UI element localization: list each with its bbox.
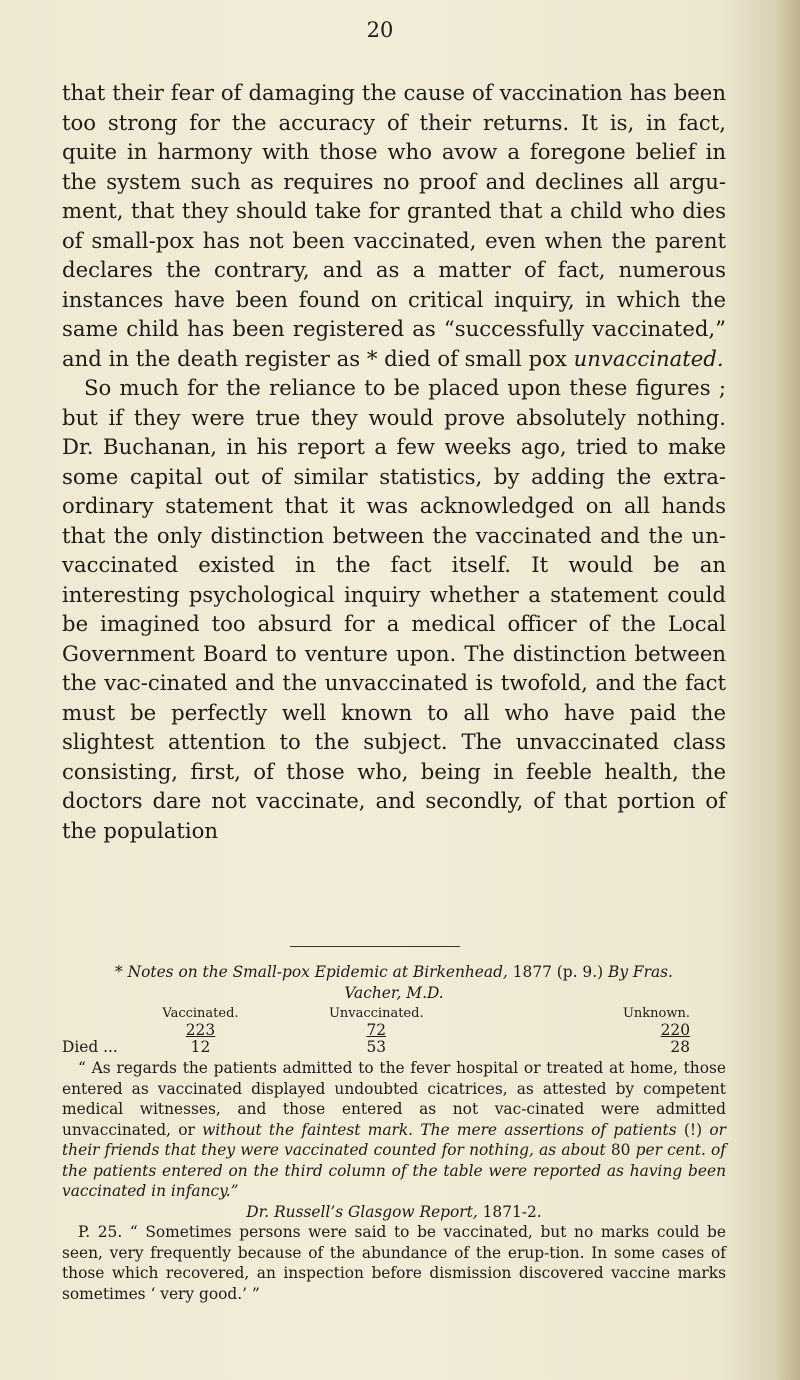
footnote-quote [62, 1058, 726, 1202]
citation-year: 1871-2. [482, 1202, 542, 1221]
quote-italic: without the faintest mark. The mere assertions of patients [202, 1120, 677, 1139]
table-header-cell: Unknown. [622, 1006, 690, 1021]
table-header-row [62, 1005, 726, 1022]
quote-italic: per cent. of the patients entered on the third column of the table were reported as having been vaccinated in infancy.” [62, 1141, 726, 1200]
paragraph-1-text: that their fear of damaging the cause of vaccination has been too strong for the accuracy of their returns. It is, in fact, quite in harmony with those who avow a foregone belief in the system such as requires no proof and declines all argu-ment, that they should take for granted that a child who dies of small-pox has not been vaccinated, even when the parent declares the contrary, and as a matter of fact, numerous instances have been found on critical inquiry, in which the same child has been registered as “successfully vaccinated,” and in the death register as * died of small pox [62, 80, 726, 371]
paragraph-1-italic: unvaccinated. [573, 345, 724, 371]
paragraph-2: So much for the reliance to be placed upon these figures ; but if they were true they would prove absolutely nothing. Dr. Buchanan, in his report a few weeks ago, tried to make some capital out of similar statistics, by adding the extra-ordinary statement that it was acknowledged on all hands that the only distinction between the vaccinated and the un-vaccinated existed in the fact itself. It would be an interesting psychological inquiry whether a statement could be imagined too absurd for a medical officer of the Local Government Board to venture upon. The distinction between the vac-cinated and the unvaccinated is twofold, and the fact must be perfectly well known to all who have paid the slightest attention to the subject. The unvaccinated class consisting, first, of those who, being in feeble health, the doctors dare not vaccinate, and secondly, of that portion of the population [62, 375, 726, 843]
table-cell: 72 [366, 1021, 387, 1039]
died-dots: ... [103, 1038, 118, 1056]
died-label: Died [62, 1038, 99, 1056]
table-header-cell: Vaccinated. [162, 1006, 239, 1021]
footnote-heading [62, 962, 726, 1003]
quote-italic: or their friends that they were vaccinated counted for nothing, as about [62, 1120, 726, 1159]
footnote-heading-author: By Fras. [608, 963, 673, 981]
table-cell: 12 [190, 1038, 211, 1056]
vaccination-table [62, 1005, 726, 1056]
table-header-cell: Unvaccinated. [328, 1006, 424, 1021]
table-row [62, 1022, 726, 1039]
footnote [62, 962, 726, 1304]
footnote-heading-title: Notes on the Small-pox Epidemic at Birkenhead, [127, 963, 508, 981]
footnote-citation [62, 1202, 726, 1223]
table-cell: 223 [185, 1021, 216, 1039]
table-cell: 53 [366, 1038, 387, 1056]
citation-title: Dr. Russell’s Glasgow Report, [246, 1202, 478, 1221]
footnote-heading-author-name: Vacher, M.D. [344, 983, 444, 1002]
table-row-label [62, 1039, 129, 1056]
footnote-marker: * [115, 963, 123, 981]
table-row [62, 1039, 726, 1056]
footnote-page-25: P. 25. “ Sometimes persons were said to be vaccinated, but no marks could be seen, very frequently because of the abundance of the erup-tion. In some cases of those which recovered, an inspection before dismission discovered vaccine marks sometimes ‘ very good.’ ” [62, 1223, 726, 1303]
quote-text: 80 [610, 1141, 631, 1159]
body-text [62, 78, 726, 845]
paragraph-1 [62, 78, 726, 373]
table-cell: 220 [660, 1021, 690, 1039]
table-cell: 28 [670, 1038, 690, 1056]
footnote-heading-year: 1877 (p. 9.) [512, 963, 604, 981]
footnote-rule [290, 946, 460, 947]
quote-text: “ As regards the patients admitted to the fever hospital or treated at home, those entered as vaccinated displayed undoubted cicatrices, as attested by competent medical witnesses, and those entered as not vac-cinated were admitted unvaccinated, or [62, 1059, 726, 1139]
quote-text: (!) [683, 1120, 703, 1139]
page-edge-shadow [778, 0, 800, 1380]
page-number: 20 [366, 18, 394, 42]
